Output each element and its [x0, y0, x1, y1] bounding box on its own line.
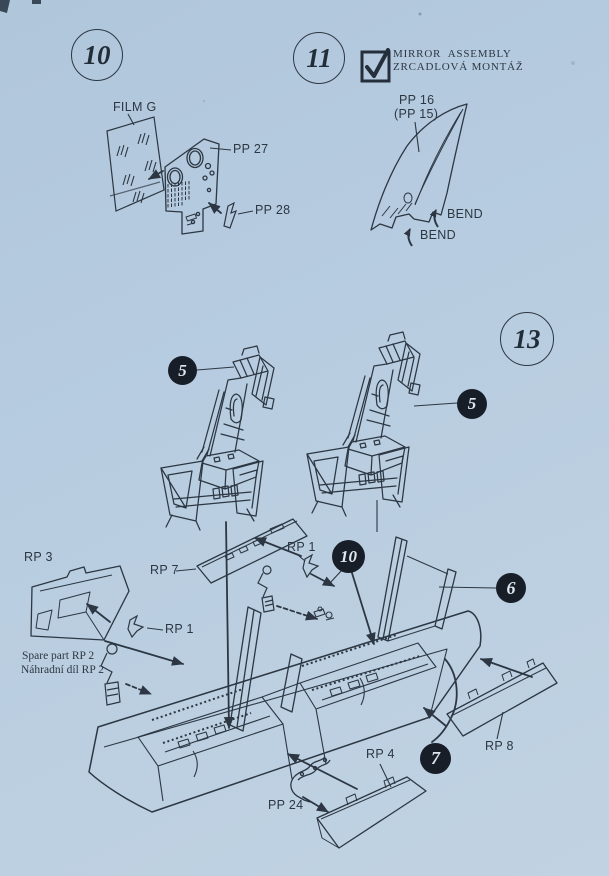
mirror-checkbox: [362, 50, 389, 81]
label-bend-upper: BEND: [447, 207, 483, 221]
badge7-hook: [432, 659, 457, 742]
etched-part-pp24: [291, 757, 330, 802]
badge-number: 5: [178, 360, 187, 380]
label-bend-lower: BEND: [420, 228, 456, 242]
part-badge-7: [420, 743, 451, 774]
mirror-note-line2: ZRCADLOVÁ MONTÁŽ: [393, 61, 524, 73]
console-rp3: [31, 566, 129, 640]
film-sheet: [107, 117, 164, 211]
badge-number: 6: [506, 577, 516, 598]
mirror-note-line1: MIRROR ASSEMBLY: [393, 48, 512, 60]
step-number: 11: [306, 42, 332, 73]
label-rp8: RP 8: [485, 739, 514, 753]
check-icon: [367, 50, 388, 76]
label-rp1-top: RP 1: [287, 540, 316, 554]
rear-bulkheads: [378, 537, 456, 641]
label-rp4: RP 4: [366, 747, 395, 761]
part-rp1-left: [128, 616, 143, 637]
label-rp7: RP 7: [150, 563, 179, 577]
step-marker-11: [293, 32, 345, 84]
spare-part-note-cz: Náhradní díl RP 2: [21, 664, 104, 676]
label-film-g: FILM G: [113, 100, 157, 114]
instrument-panel-pp27: [165, 139, 219, 234]
badge-number: 10: [340, 546, 357, 566]
label-rp3: RP 3: [24, 550, 53, 564]
step-marker-13: [500, 312, 554, 366]
part-badge-5-left: [168, 356, 197, 385]
panel-rp4: [317, 777, 426, 848]
part-badge-10: [332, 540, 365, 573]
badge-number: 7: [431, 748, 440, 768]
cockpit-tub: [89, 607, 481, 812]
step-number: 10: [83, 39, 111, 70]
part-badge-5-right: [457, 389, 487, 419]
label-pp28: PP 28: [255, 203, 291, 217]
step-number: 13: [513, 323, 541, 354]
label-rp1-left: RP 1: [165, 622, 194, 636]
lever-pp28: [224, 203, 236, 228]
label-pp16: PP 16: [399, 93, 435, 107]
assembly-arrows: [87, 171, 532, 812]
control-stick: [258, 566, 274, 612]
part-badge-6: [496, 573, 526, 603]
ejection-seat-right: [307, 332, 420, 516]
badge-number: 5: [467, 394, 477, 413]
spare-part-note-en: Spare part RP 2: [22, 650, 95, 662]
label-pp24: PP 24: [268, 798, 304, 812]
label-pp15-alt: (PP 15): [394, 107, 439, 121]
label-pp27: PP 27: [233, 142, 269, 156]
step-marker-10: [71, 29, 123, 81]
